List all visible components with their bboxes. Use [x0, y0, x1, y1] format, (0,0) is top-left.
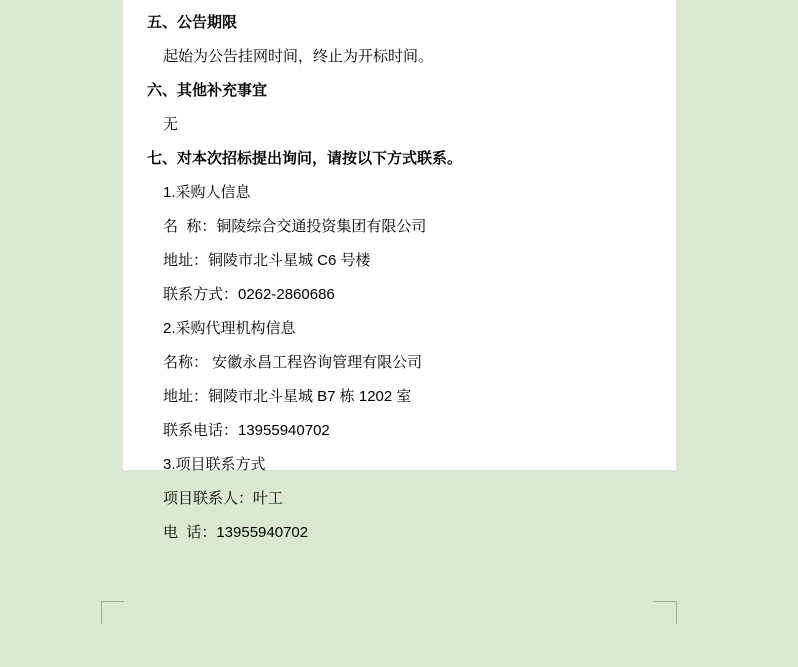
section-body-six: 无	[163, 116, 179, 133]
crop-mark-top-left	[101, 601, 124, 624]
section-body-five: 起始为公告挂网时间，终止为开标时间。	[163, 48, 434, 65]
document-content	[123, 0, 676, 550]
purchaser-info-label: 1.采购人信息	[163, 184, 251, 201]
project-contact-phone: 电 话：13955940702	[163, 524, 309, 541]
agency-address: 地址：铜陵市北斗星城 B7 栋 1202 室	[163, 388, 412, 405]
section-heading-six: 六、其他补充事宜	[147, 82, 268, 99]
crop-mark-top-right	[654, 601, 677, 624]
section-heading-seven: 七、对本次招标提出询问，请按以下方式联系。	[147, 150, 463, 167]
purchaser-address: 地址：铜陵市北斗星城 C6 号楼	[163, 252, 371, 269]
purchaser-contact: 联系方式：0262-2860686	[163, 286, 335, 303]
purchaser-name: 名 称：铜陵综合交通投资集团有限公司	[163, 218, 427, 235]
section-heading-five: 五、公告期限	[147, 14, 238, 31]
agency-phone: 联系电话：13955940702	[163, 422, 330, 439]
project-contact-person: 项目联系人：叶工	[163, 490, 284, 507]
project-contact-label: 3.项目联系方式	[163, 456, 266, 473]
document-page	[123, 0, 676, 541]
agency-info-label: 2.采购代理机构信息	[163, 320, 296, 337]
agency-name: 名称： 安徽永昌工程咨询管理有限公司	[163, 354, 423, 371]
